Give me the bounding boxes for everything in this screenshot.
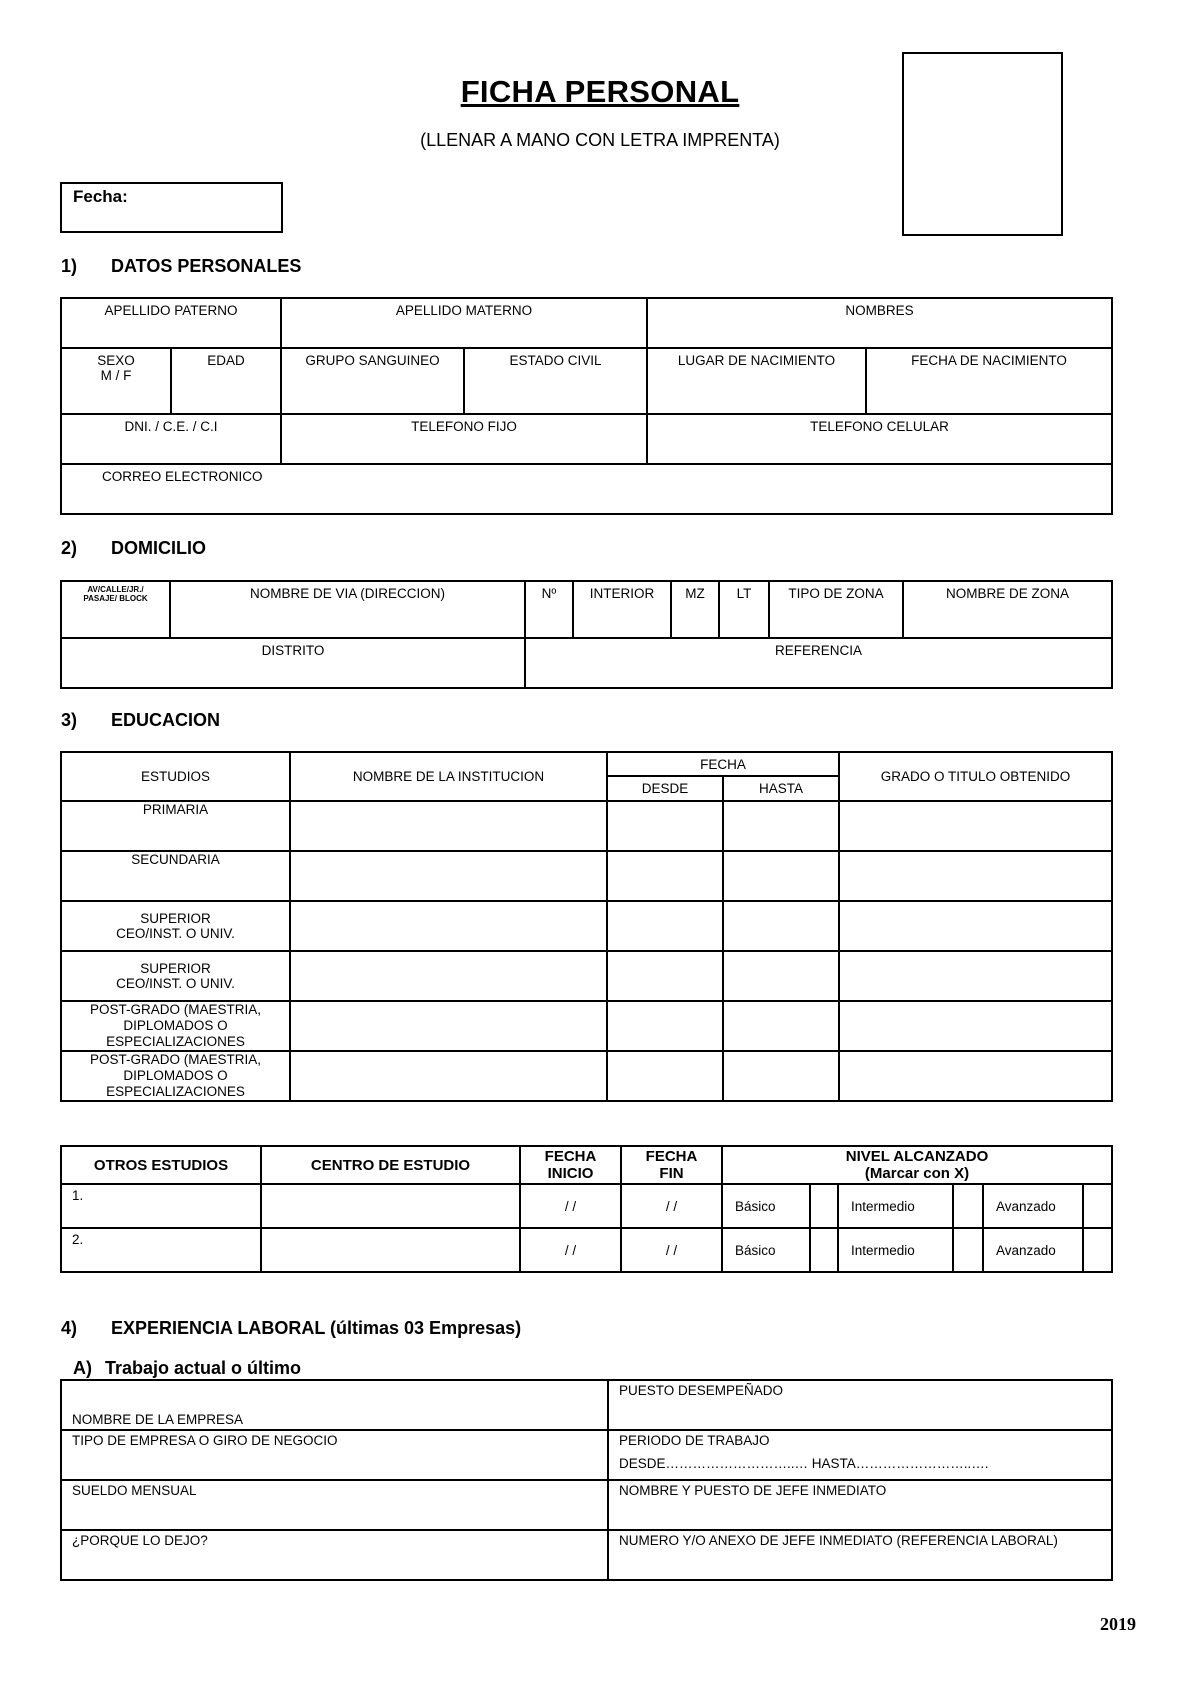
telefono-fijo-field[interactable]: TELEFONO FIJO [281, 414, 647, 464]
header-estudios: ESTUDIOS [61, 752, 290, 801]
header-centro: CENTRO DE ESTUDIO [261, 1146, 520, 1184]
nombre-zona-field[interactable]: NOMBRE DE ZONA [903, 581, 1112, 638]
header-hasta: HASTA [723, 776, 839, 801]
fecha-fin-line-2: FIN [659, 1165, 684, 1182]
desde-cell[interactable] [607, 951, 723, 1001]
grado-cell[interactable] [839, 801, 1112, 851]
nivel-line-2: (Marcar con X) [864, 1165, 970, 1182]
fecha-fin-line-1: FECHA [645, 1148, 698, 1165]
estado-civil-field[interactable]: ESTADO CIVIL [464, 348, 647, 414]
basico-label: Básico [722, 1184, 810, 1228]
table-row [61, 1228, 1112, 1272]
header-fecha-fin [621, 1146, 722, 1184]
estudios-line: SUPERIOR [140, 911, 211, 926]
hasta-cell[interactable] [723, 901, 839, 951]
grado-cell[interactable] [839, 951, 1112, 1001]
correo-field[interactable]: CORREO ELECTRONICO [61, 464, 1112, 514]
fecha-inicio-line-1: FECHA [544, 1148, 597, 1165]
desde-cell[interactable] [607, 851, 723, 901]
table-row [61, 1001, 1112, 1051]
interior-field[interactable]: INTERIOR [573, 581, 671, 638]
apellido-materno-field[interactable]: APELLIDO MATERNO [281, 298, 647, 348]
grado-cell[interactable] [839, 1051, 1112, 1101]
dni-field[interactable]: DNI. / C.E. / C.I [61, 414, 281, 464]
desde-cell[interactable] [607, 1051, 723, 1101]
mz-field[interactable]: MZ [671, 581, 719, 638]
hasta-cell[interactable] [723, 851, 839, 901]
estudios-line: ESPECIALIZACIONES [106, 1084, 245, 1099]
telefono-celular-field[interactable]: TELEFONO CELULAR [647, 414, 1112, 464]
hasta-cell[interactable] [723, 801, 839, 851]
subsection-letter: A) [73, 1358, 92, 1378]
tipo-via-label-2: PASAJE/ BLOCK [83, 594, 148, 603]
section-number: 2) [61, 538, 78, 558]
fecha-label: Fecha: [73, 187, 128, 206]
jefe-field[interactable]: NOMBRE Y PUESTO DE JEFE INMEDIATO [608, 1480, 1112, 1530]
estudios-label [61, 1051, 290, 1101]
numero-jefe-field[interactable]: NUMERO Y/O ANEXO DE JEFE INMEDIATO (REFERENCIA LABORAL) [608, 1530, 1112, 1580]
avanzado-checkbox[interactable] [1083, 1228, 1112, 1272]
grado-cell[interactable] [839, 851, 1112, 901]
table-row [61, 951, 1112, 1001]
intermedio-checkbox[interactable] [953, 1228, 983, 1272]
intermedio-label: Intermedio [838, 1184, 953, 1228]
subsection-title: Trabajo actual o último [105, 1358, 302, 1378]
basico-checkbox[interactable] [810, 1184, 838, 1228]
institucion-cell[interactable] [290, 851, 607, 901]
page-subtitle: (LLENAR A MANO CON LETRA IMPRENTA) [420, 130, 780, 150]
estudios-line: DIPLOMADOS O [123, 1018, 228, 1033]
otros-num[interactable]: 1. [61, 1184, 261, 1228]
fecha-inicio-line-2: INICIO [547, 1165, 594, 1182]
tipo-empresa-field[interactable]: TIPO DE EMPRESA O GIRO DE NEGOCIO [61, 1430, 608, 1480]
sexo-options: M / F [100, 368, 132, 383]
grado-cell[interactable] [839, 1001, 1112, 1051]
section-title: DOMICILIO [111, 538, 206, 558]
header-otros-estudios: OTROS ESTUDIOS [61, 1146, 261, 1184]
empresa-field[interactable]: NOMBRE DE LA EMPRESA [61, 1380, 608, 1430]
header-fecha: FECHA [607, 752, 839, 776]
avanzado-checkbox[interactable] [1083, 1184, 1112, 1228]
table-row [61, 901, 1112, 951]
periodo-label: PERIODO DE TRABAJO [619, 1433, 770, 1448]
estudios-line: DIPLOMADOS O [123, 1068, 228, 1083]
photo-box[interactable] [902, 52, 1063, 236]
estudios-label [61, 901, 290, 951]
nombre-via-field[interactable]: NOMBRE DE VIA (DIRECCION) [170, 581, 525, 638]
otros-num[interactable]: 2. [61, 1228, 261, 1272]
table-row [61, 1184, 1112, 1228]
header-institucion: NOMBRE DE LA INSTITUCION [290, 752, 607, 801]
estudios-line: SECUNDARIA [131, 852, 220, 867]
fecha-nacimiento-field[interactable]: FECHA DE NACIMIENTO [866, 348, 1112, 414]
avanzado-label: Avanzado [983, 1184, 1083, 1228]
educacion-table [60, 751, 1113, 1102]
hasta-cell[interactable] [723, 1051, 839, 1101]
fecha-field[interactable] [60, 182, 283, 233]
fecha-inicio-cell[interactable]: / / [520, 1228, 621, 1272]
experiencia-table [60, 1379, 1113, 1581]
estudios-line: CEO/INST. O UNIV. [116, 976, 235, 991]
centro-cell[interactable] [261, 1228, 520, 1272]
header-grado: GRADO O TITULO OBTENIDO [839, 752, 1112, 801]
apellido-paterno-field[interactable]: APELLIDO PATERNO [61, 298, 281, 348]
estudios-label [61, 951, 290, 1001]
desde-cell[interactable] [607, 1001, 723, 1051]
hasta-cell[interactable] [723, 951, 839, 1001]
hasta-cell[interactable] [723, 1001, 839, 1051]
porque-field[interactable]: ¿PORQUE LO DEJO? [61, 1530, 608, 1580]
estudios-line: POST-GRADO (MAESTRIA, [89, 1002, 262, 1017]
sueldo-field[interactable]: SUELDO MENSUAL [61, 1480, 608, 1530]
page-title: FICHA PERSONAL [460, 74, 740, 109]
estudios-line: SUPERIOR [140, 961, 211, 976]
sexo-field[interactable] [61, 348, 171, 414]
periodo-field[interactable] [608, 1430, 1112, 1480]
desde-cell[interactable] [607, 801, 723, 851]
datos-personales-table [60, 297, 1113, 515]
grupo-sanguineo-field[interactable]: GRUPO SANGUINEO [281, 348, 464, 414]
institucion-cell[interactable] [290, 1051, 607, 1101]
tipo-zona-field[interactable]: TIPO DE ZONA [769, 581, 903, 638]
referencia-field[interactable]: REFERENCIA [525, 638, 1112, 688]
table-row [61, 851, 1112, 901]
institucion-cell[interactable] [290, 951, 607, 1001]
avanzado-label: Avanzado [983, 1228, 1083, 1272]
estudios-line: ESPECIALIZACIONES [106, 1034, 245, 1049]
section-title: DATOS PERSONALES [111, 256, 302, 276]
fecha-fin-cell[interactable]: / / [621, 1228, 722, 1272]
estudios-line: PRIMARIA [142, 802, 209, 817]
lt-field[interactable]: LT [719, 581, 769, 638]
lugar-nacimiento-field[interactable]: LUGAR DE NACIMIENTO [647, 348, 866, 414]
sexo-label: SEXO [97, 353, 135, 368]
estudios-label [61, 1001, 290, 1051]
desde-cell[interactable] [607, 901, 723, 951]
institucion-cell[interactable] [290, 901, 607, 951]
centro-cell[interactable] [261, 1184, 520, 1228]
institucion-cell[interactable] [290, 1001, 607, 1051]
basico-label: Básico [722, 1228, 810, 1272]
estudios-label [61, 851, 290, 901]
footer-year: 2019 [1100, 1614, 1136, 1634]
header-nivel [722, 1146, 1112, 1184]
otros-estudios-table [60, 1145, 1113, 1273]
fecha-fin-cell[interactable]: / / [621, 1184, 722, 1228]
estudios-line: CEO/INST. O UNIV. [116, 926, 235, 941]
table-row [61, 1051, 1112, 1101]
edad-field[interactable]: EDAD [171, 348, 281, 414]
institucion-cell[interactable] [290, 801, 607, 851]
table-row [61, 801, 1112, 851]
grado-cell[interactable] [839, 901, 1112, 951]
domicilio-table [60, 580, 1113, 689]
tipo-via-label-1: AV/CALLE/JR./ [87, 585, 144, 594]
section-number: 4) [61, 1318, 78, 1338]
basico-checkbox[interactable] [810, 1228, 838, 1272]
section-title: EXPERIENCIA LABORAL (últimas 03 Empresas) [111, 1318, 522, 1338]
estudios-line: POST-GRADO (MAESTRIA, [89, 1052, 262, 1067]
intermedio-label: Intermedio [838, 1228, 953, 1272]
fecha-inicio-cell[interactable]: / / [520, 1184, 621, 1228]
subsection-a-heading [73, 1358, 301, 1379]
section-number: 3) [61, 710, 78, 730]
estudios-label [61, 801, 290, 851]
section-title: EDUCACION [111, 710, 221, 730]
section-number: 1) [61, 256, 78, 276]
nombres-field[interactable]: NOMBRES [647, 298, 1112, 348]
header-fecha-inicio [520, 1146, 621, 1184]
nivel-line-1: NIVEL ALCANZADO [845, 1148, 989, 1165]
distrito-field[interactable]: DISTRITO [61, 638, 525, 688]
numero-field[interactable]: Nº [525, 581, 573, 638]
intermedio-checkbox[interactable] [953, 1184, 983, 1228]
puesto-field[interactable]: PUESTO DESEMPEÑADO [608, 1380, 1112, 1430]
header-desde: DESDE [607, 776, 723, 801]
tipo-via-field[interactable] [61, 581, 170, 638]
desde-hasta-line: DESDE………………………..… HASTA……………………..…. [619, 1456, 989, 1471]
